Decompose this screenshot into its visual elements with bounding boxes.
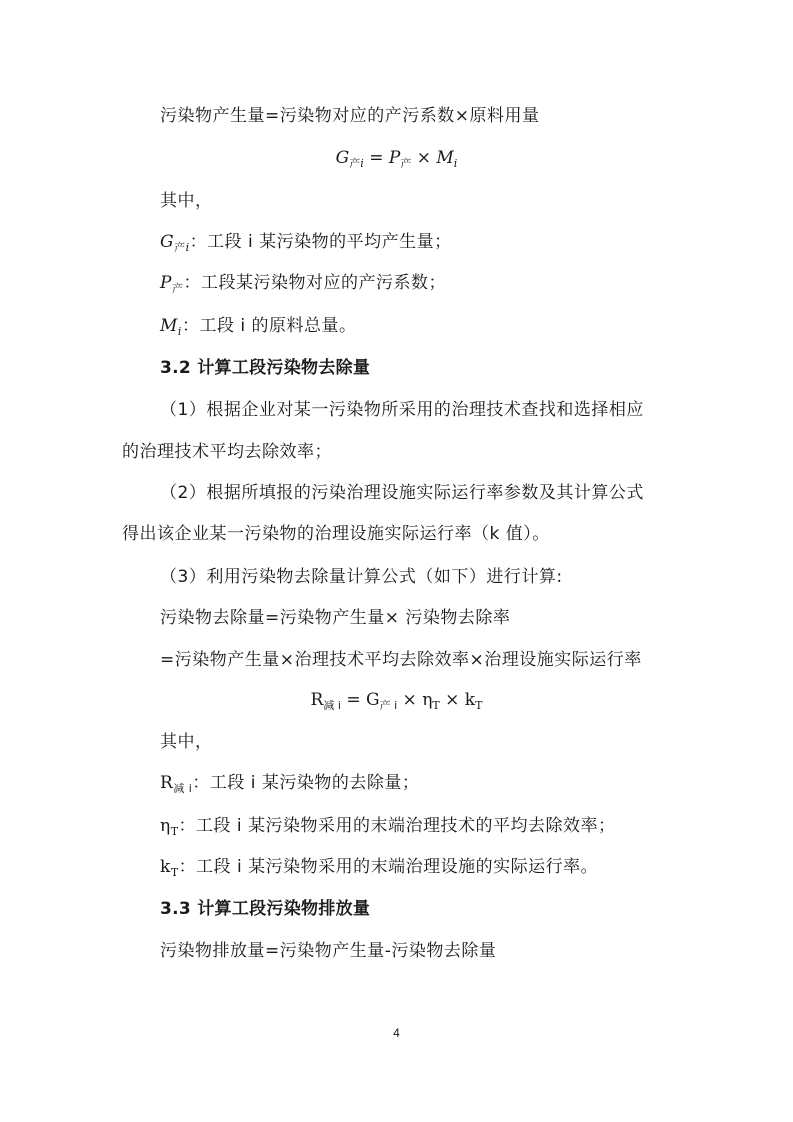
eq-symbol-p: P (388, 148, 401, 168)
section-heading-3-3: 3.3 计算工段污染物排放量 (160, 899, 371, 919)
eq-symbol-g-2: G (365, 690, 380, 710)
eq-sub-p: 产 (400, 157, 412, 170)
generation-formula-text: 污染物产生量=污染物对应的产污系数×原料用量 (160, 106, 540, 126)
section-heading-3-2: 3.2 计算工段污染物去除量 (160, 358, 371, 378)
generation-equation (0, 146, 793, 170)
eq-symbol-k: k (464, 690, 476, 710)
definition-g: $G_{产i}$：工段 i 某污染物的平均产生量； (160, 232, 452, 254)
eq-sub-g: 产i (349, 157, 364, 170)
eq-equals-2: = (340, 690, 366, 710)
definition-p: $P_产$：工段某污染物对应的产污系数； (160, 273, 446, 295)
removal-equation (0, 688, 793, 712)
paragraph-2-line-2: 得出该企业某一污染物的治理设施实际运行率（k 值）。 (122, 524, 550, 544)
eq-symbol-m: M (436, 148, 454, 168)
emission-formula-text: 污染物排放量=污染物产生量-污染物去除量 (160, 941, 497, 961)
paragraph-3: （3）利用污染物去除量计算公式（如下）进行计算: (160, 567, 563, 587)
page-number: 4 (393, 1026, 400, 1040)
eq-sub-m: i (453, 157, 458, 170)
paragraph-1-line-1: （1）根据企业对某一污染物所采用的治理技术查找和选择相应 (160, 400, 644, 420)
definition-m: $M_i$：工段 i 的原料总量。 (160, 316, 357, 338)
definition-eta: $\eta_T$：工段 i 某污染物采用的末端治理技术的平均去除效率； (160, 816, 616, 838)
definition-r: $R_{减 i}$：工段 i 某污染物的去除量； (160, 773, 420, 795)
eq-symbol-r: R (310, 690, 324, 710)
eq-sub-r: 减 i (323, 699, 341, 712)
paragraph-1-line-2: 的治理技术平均去除效率； (122, 442, 332, 462)
eq-sub-k: T (475, 699, 483, 712)
where-label-1: 其中， (160, 191, 213, 211)
eq-times-3: × (439, 690, 465, 710)
eq-sub-eta: T (432, 699, 440, 712)
eq-equals: = (363, 148, 389, 168)
paragraph-2-line-1: （2）根据所填报的污染治理设施实际运行率参数及其计算公式 (160, 483, 644, 503)
definition-k: $k_T$：工段 i 某污染物采用的末端治理设施的实际运行率。 (160, 857, 599, 879)
removal-formula-expanded: =污染物产生量×治理技术平均去除效率×治理设施实际运行率 (160, 650, 642, 670)
eq-symbol-eta: η (422, 690, 433, 710)
eq-sub-g-2: 产 i (379, 699, 398, 712)
where-label-2: 其中， (160, 732, 213, 752)
eq-symbol-g: G (335, 148, 350, 168)
eq-times-2: × (397, 690, 423, 710)
removal-formula-text: 污染物去除量=污染物产生量× 污染物去除率 (160, 608, 511, 628)
eq-times: × (411, 148, 437, 168)
